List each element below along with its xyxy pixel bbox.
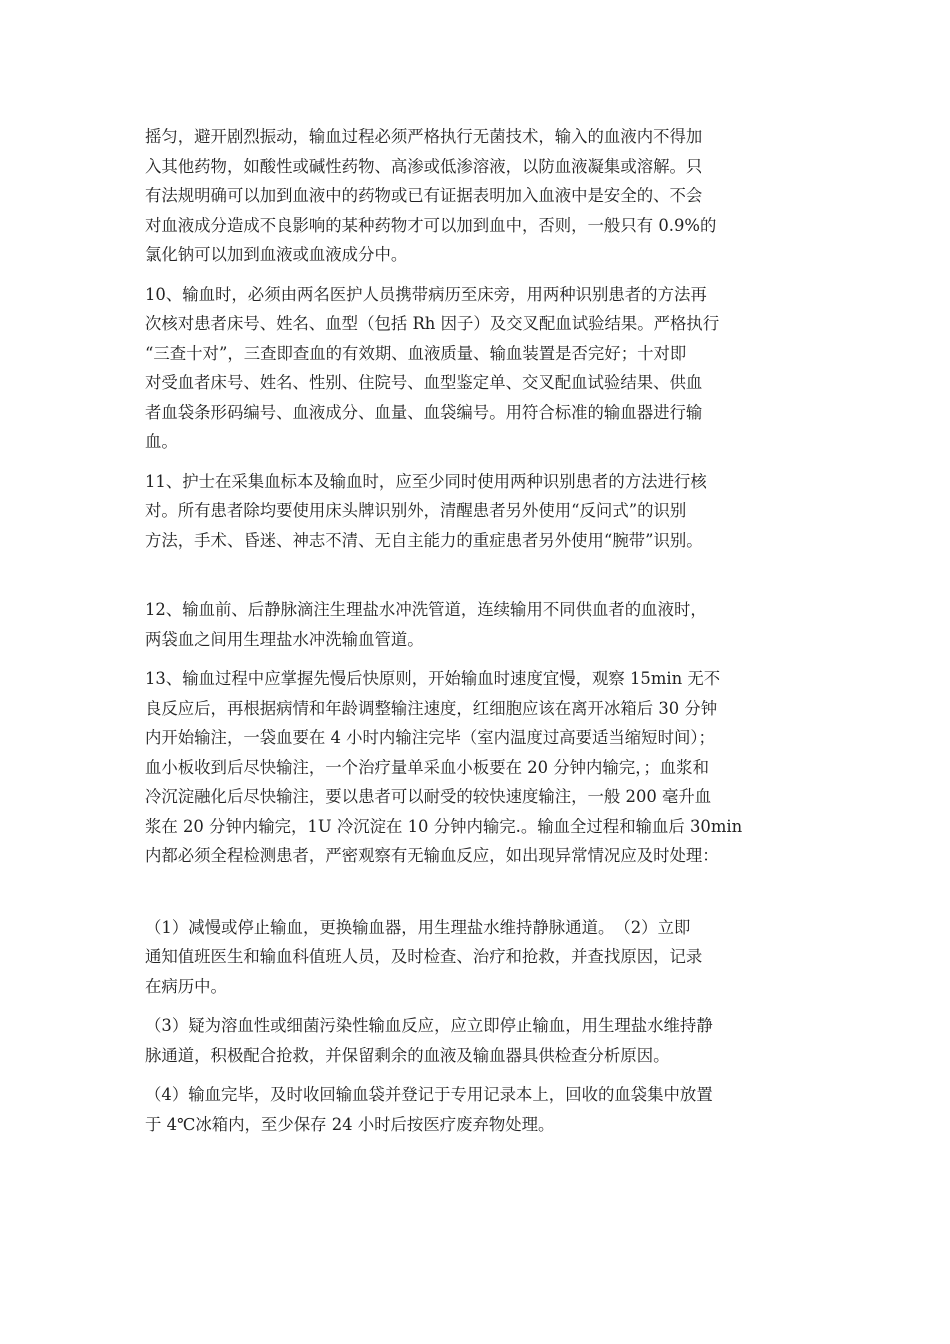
paragraph-item-10 — [145, 280, 820, 457]
text-line: 浆在 20 分钟内输完，1U 冷沉淀在 10 分钟内输完.。输血全过程和输血后 30min — [145, 816, 743, 836]
text-line: 方法，手术、昏迷、神志不清、无自主能力的重症患者另外使用“腕带”识别。 — [145, 530, 703, 550]
text-line: 对血液成分造成不良影响的某种药物才可以加到血中，否则，一般只有 0.9%的 — [145, 215, 717, 235]
text-line: 13、输血过程中应掌握先慢后快原则，开始输血时速度宜慢，观察 15min 无不 — [145, 669, 721, 688]
text-line: 内都必须全程检测患者，严密观察有无输血反应，如出现异常情况应及时处理： — [145, 846, 719, 865]
text-line: 10、输血时，必须由两名医护人员携带病历至床旁，用两种识别患者的方法再 — [145, 284, 707, 304]
text-line: 12、输血前、后静脉滴注生理盐水冲洗管道，连续输用不同供血者的血液时， — [145, 600, 707, 619]
text-line: 摇匀，避开剧烈振动，输血过程必须严格执行无菌技术，输入的血液内不得加 — [145, 127, 703, 146]
text-line: （4）输血完毕，及时收回输血袋并登记于专用记录本上，回收的血袋集中放置 — [145, 1085, 713, 1104]
text-line: 冷沉淀融化后尽快输注，要以患者可以耐受的较快速度输注，一般 200 毫升血 — [145, 787, 712, 806]
document-body — [145, 122, 820, 1139]
text-line: 两袋血之间用生理盐水冲洗输血管道。 — [145, 629, 424, 649]
paragraph-step-3 — [145, 1011, 820, 1070]
text-line: 入其他药物，如酸性或碱性药物、高渗或低渗溶液，以防血液凝集或溶解。只 — [145, 156, 703, 176]
paragraph-item-12 — [145, 595, 820, 654]
paragraph-blood-additives — [145, 122, 820, 270]
text-line: 内开始输注，一袋血要在 4 小时内输注完毕（室内温度过高要适当缩短时间）； — [145, 728, 715, 747]
paragraph-item-11 — [145, 467, 820, 556]
text-line: 血。 — [145, 432, 178, 451]
text-line: 次核对患者床号、姓名、血型（包括 Rh 因子）及交叉配血试验结果。严格执行 — [145, 314, 720, 333]
paragraph-item-13 — [145, 664, 820, 871]
text-line: 脉通道，积极配合抢救，并保留剩余的血液及输血器具供检查分析原因。 — [145, 1045, 670, 1065]
text-line: 于 4℃冰箱内，至少保存 24 小时后按医疗废弃物处理。 — [145, 1114, 555, 1134]
text-line: “三查十对”，三查即查血的有效期、血液质量、输血装置是否完好；十对即 — [145, 343, 687, 363]
paragraph-step-4 — [145, 1080, 820, 1139]
text-line: 良反应后，再根据病情和年龄调整输注速度，红细胞应该在离开冰箱后 30 分钟 — [145, 698, 718, 718]
text-line: （1）减慢或停止输血，更换输血器，用生理盐水维持静脉通道。 （2）立即 — [145, 917, 691, 937]
text-line: 通知值班医生和输血科值班人员，及时检查、治疗和抢救，并查找原因，记录 — [145, 947, 703, 966]
paragraph-step-1-2 — [145, 913, 820, 1002]
text-line: 者血袋条形码编号、血液成分、血量、血袋编号。用符合标准的输血器进行输 — [145, 402, 703, 422]
text-line: 11、护士在采集血标本及输血时，应至少同时使用两种识别患者的方法进行核 — [145, 471, 707, 491]
text-line: 对。所有患者除均要使用床头牌识别外，清醒患者另外使用“反问式”的识别 — [145, 501, 687, 520]
text-line: 血小板收到后尽快输注，一个治疗量单采血小板要在 20 分钟内输完，；血浆和 — [145, 757, 709, 777]
text-line: 在病历中。 — [145, 976, 227, 996]
text-line: 对受血者床号、姓名、性别、住院号、血型鉴定单、交叉配血试验结果、供血 — [145, 373, 703, 392]
text-line: 有法规明确可以加到血液中的药物或已有证据表明加入血液中是安全的、不会 — [145, 186, 703, 205]
text-line: 氯化钠可以加到血液或血液成分中。 — [145, 245, 408, 264]
text-line: （3）疑为溶血性或细菌污染性输血反应，应立即停止输血，用生理盐水维持静 — [145, 1016, 713, 1035]
